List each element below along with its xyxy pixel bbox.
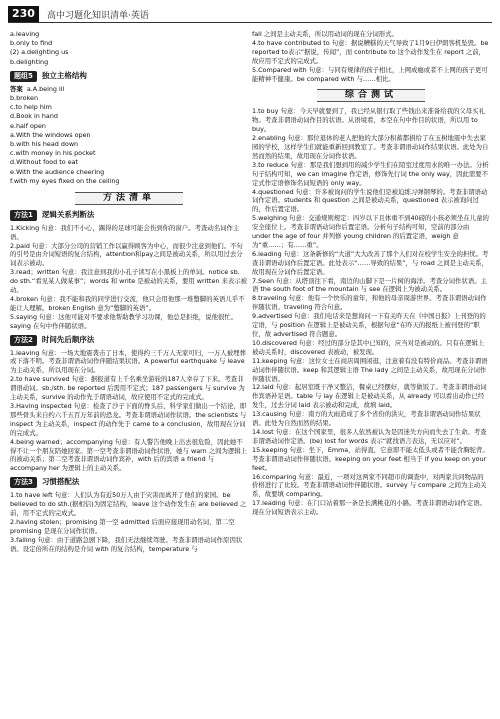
explanation-item: 1.leaving 句意：一场大地震袭击了日本，使得约三千万人无家可归，一万人被埋葬或下落不明。考查非谓语动词作伴随结果状语。A powerful earthquake 与 leave 为主动关系，所以用现在分词。 bbox=[10, 348, 246, 375]
explanation-item: 3.read；written 句意：我注意到我的小孔子读写在小黑板上的单词。notice sb. do sth.“看见某人做某事”；words 和 write 是被动的关系，要用 written 来表示被动。 bbox=[10, 268, 248, 295]
explanation-item: 10.discovered 句意：经过的部分是其中已知的，应当对是被动的。只有在逻辑上被动关系时，discovered 表被动，被发现。 bbox=[252, 338, 485, 356]
section-title: 逻辑关系判断法 bbox=[41, 209, 95, 219]
explanation-item: 1.Kicking 句意：我们不小心，踢得的足球可能会伤到你的窗户。考查动名词作主语。 bbox=[10, 223, 240, 241]
section-title: 时间先后顺序法 bbox=[41, 334, 95, 344]
explanation-item: 6.leading 句意：这条新修的“大道”大大改善了那个人们对在校学生安全的担忧。考查非谓语动词作后置定语。此处表示“……导致的结果”，与 road 之间是主动关系，故用现在分词作后置定语。 bbox=[252, 249, 489, 276]
explanation-item: 4.broken 句意：我不能和我的同学进行交流，他只会用他那一堆蹩脚的英语儿乎不能让人理解。broken English 意为“蹩脚的英语”。 bbox=[10, 295, 245, 312]
explanation-item: 5.Compared with 句意：与同有规律的孩子相比，上网成瘾或者不上网的孩子更可能精神不健康。be compared with 与……相比。 bbox=[252, 65, 488, 83]
right-column bbox=[252, 30, 490, 517]
explanation-item: 7.Seen 句意：从塔顶往下看，南边的山脚下是一片树的海洋。考查分词作状语。主语 the south foot of the mountain 与 see 在逻辑上为被动关系。 bbox=[252, 276, 487, 294]
answer-line: f.with my eyes fixed on the ceiling bbox=[10, 176, 120, 185]
explanation-item: 4.questioned 句意：许多被询问的学生说他们是被迫练习弹钢琴的。考查非谓语动词作定语。students 和 question 之间是被动关系，questioned 表示被询问过的，作后置定语。 bbox=[252, 187, 488, 214]
explanation-item: 16.comparing 句意：最近，一项对这两家不同超市的调查中，对两家共同物品的价格进行了比较。考查非谓语动词作伴随状语。survey 与 compare 之间为主动关系，故要填 comparing。 bbox=[252, 472, 487, 499]
section-heading-method2 bbox=[10, 335, 248, 346]
explanation-item: 5.saying 句意：这他可能对不要求他帮助教学习功课，他总是拒绝，说他很忙。saying 在句中作伴随状语。 bbox=[10, 312, 238, 330]
left-column bbox=[10, 30, 248, 553]
answer-line: e.With the audience cheering bbox=[10, 167, 105, 176]
explanation-item: 15.keeping 句意：坐下，Emma，站得直，它意即不能太低头或者不能含胸驼背。考查非谓语动词作伴随状语。keeping on your feet 相当于 if you keep on your feet。 bbox=[252, 445, 489, 472]
explanation-item: fall 之间是主动关系，所以用动词的现在分词形式。 bbox=[252, 30, 398, 38]
answer-line: b.with his head down bbox=[10, 139, 79, 148]
answer-line: b.broken bbox=[10, 93, 38, 102]
explanation-item: 4.to have contributed to 句意：据说糟糕的天气导致了1月9日伊朗客机坠毁。be reported to表示“据说，传闻”，而 contribute to 这个动作发生在 report 之前，故应用不定式的完成式。 bbox=[252, 38, 489, 65]
explanation-item: 17.leading 句意：在门口站着那一条是长满桃花的小路。考查非谓语动词作定语。现在分词短语表示主动。 bbox=[252, 499, 486, 517]
section-tag: 方法1 bbox=[10, 210, 37, 221]
answer-line: e.half open bbox=[10, 121, 46, 130]
explanation-item: 8.traveling 句意：他有一个快乐的童年，和他的母亲周游世界。考查非谓语动词作伴随状语。traveling 符合句意。 bbox=[252, 294, 487, 312]
explanation-item: 1.to have left 句意：人们认为有近50万人由于灾害而离开了他们的家园。be believed to do sth.(据相信)为固定结构，leave 这个动作发生在 are believed 之前，用不定式的完成式。 bbox=[10, 491, 247, 517]
answer-text: a.A.being ill bbox=[26, 84, 65, 93]
explanation-item: 11.keeping 句意：这位女士在商店周围闲逛，注意着有没有特价商品。考查非谓语动词作伴随状语。keep 和其逻辑主语 The lady 之间是主动关系，故用现在分词作伴随状语。 bbox=[252, 356, 488, 383]
explanation-item: 3.Having inspected 句意：检查了沙子下面的脊头后，科学家们做出一个结论，即那些骨头来自约六千五百万年前的恐龙。考查非谓语动词作状语。the scientists 与 inspect 为主动关系，inspect 的动作先于 came to a conclusion，故用现在分词的完成式。 bbox=[10, 401, 247, 437]
section-tag: 方法2 bbox=[10, 335, 37, 346]
answer-line: (2) a.delighting us bbox=[10, 48, 69, 57]
section-banner: 方法清单 bbox=[10, 192, 248, 205]
answer-line: a.With the windows open bbox=[10, 130, 91, 139]
section-title: 习惯搭配法 bbox=[41, 477, 80, 487]
book-title: 高中习题化知识清单·英语 bbox=[46, 10, 149, 21]
section-banner: 综合测试 bbox=[252, 89, 490, 102]
answer-line: b.delighting bbox=[10, 57, 49, 66]
section-heading-group5 bbox=[10, 71, 248, 82]
answer-line: c.with money in his pocket bbox=[10, 149, 96, 158]
answer-line: d.Book in hand bbox=[10, 112, 58, 121]
explanation-item: 2.paid 句意：大部分公司的营销工作以赢得顾客为中心，而很少注意到他们。不句的引号是由介词短语的复合结构，attention和pay之间是被动关系，所以用过去分词表示被动。 bbox=[10, 241, 243, 268]
page-number: 230 bbox=[8, 6, 39, 22]
section-title: 独立主格结构 bbox=[41, 70, 87, 80]
section-heading-method3 bbox=[10, 477, 248, 488]
explanation-item: 4.being warned；accompanying 句意：有人警告他晚上出去很危险，因此她不得不让一个朋友陪她回家。第一空考查非谓语动词作状语，她与 warn 之间为逻辑上的被动关系；第二空考查非谓语动词作宾补，with 后的宾语 a friend 与 accompany her 为逻辑上的主动关系。 bbox=[10, 437, 248, 473]
answer-line: c.to help him bbox=[10, 103, 52, 112]
answer-line bbox=[10, 85, 248, 94]
answer-line: a.leaving bbox=[10, 30, 40, 38]
section-tag: 方法3 bbox=[10, 477, 37, 488]
answer-line: d.Without food to eat bbox=[10, 158, 79, 167]
section-heading-method1 bbox=[10, 210, 248, 221]
answer-line: b.only to find bbox=[10, 39, 53, 48]
section-tag: 题组5 bbox=[10, 71, 37, 82]
explanation-item: 2.enabling 句意：那位退休的老人把他的大部分积蓄都捐给了在玉树地震中失去家园的学校，这样学生们就能重新回到教室了。考查非谓语动词作结果状语。此处为自然而然的结果，故用现在分词作状语。 bbox=[252, 134, 489, 160]
explanation-item: 13.causing 句意：南方的大雨造成了多个省份的洪灾，考查非谓语动词作结果状语。此处为自然而然的结果。 bbox=[252, 410, 481, 428]
explanation-item: 5.weighing 句意：交通规则规定：四岁以下且体重不到40磅的小孩必须坐在儿童的安全座位上。考查非谓语动词作后置定语。分析句子结构可知，空前的部分由 under the age of four 并列修 young children 的后置定语，weigh 意为“重……；有……重”。 bbox=[252, 214, 489, 249]
explanation-item: 1.to buy 句意：今天早就要到了，我已经从银行取了些钱出来准备给我的父母买礼物。考查非谓语动词作目的状语。从语境看，本空在句中作目的状语，所以用 to buy。 bbox=[252, 107, 485, 134]
answer-label: 答案 bbox=[10, 84, 23, 93]
page-header bbox=[8, 6, 492, 23]
explanation-item: 3.falling 句意：由于道路急剧下降，我们无法继续驾驶。考查非谓语动词作原因状语。设定倍所在的结构是介词 with 的复合结构，temperature 与 bbox=[10, 535, 243, 553]
explanation-item: 9.advertised 句意：我们电话来是想询问一下有关昨天在《中国日报》上刊登的的定语，与 position 在逻辑上是被动关系，根据句意“在昨天的报纸上被刊登的”职位，故 advertised 符合题意。 bbox=[252, 312, 486, 338]
explanation-item: 2.to have survived 句意：据报道有上千名乘坐游轮的187人幸存了下来。考查非谓语动词。sb./sth. be reported 后需用不定式；187 passengers 与 survive 为主动关系，survive 的动作先于谓语动词，故应使用不定式的完成式。 bbox=[10, 375, 245, 402]
explanation-item: 2.having stolen；promising 第一空 admitted 后面应接现用动名词，第二空 promising 是现在分词作状语。 bbox=[10, 517, 235, 535]
explanation-item: 3.to reduce 句意：那是我们想到用的减少学生们在陌室过度用水的唯一办法。分析句子结构可知，we can imagine 作定语，修饰先行词 the only way，因此需要不定式作定语修饰名词短语的 only way。 bbox=[252, 160, 489, 187]
explanation-item: 12.laid 句意：起居室既干净又整洁，餐桌已经摆好，就等做饭了。考查非谓语动词作宾语补足语。table 与 lay 在逻辑上是被动关系，从 already 可以看出动作已经发生，过去分词 laid 表示被动和完成，故填 laid。 bbox=[252, 383, 487, 410]
explanation-item: 14.lost 句意：在这个国家里，很多人依然被认为是因迷失方向而失去了生命。考查非谓语动词作定语。(be) lost for words 表示“就找语言表达，无以应对”。 bbox=[252, 427, 487, 445]
